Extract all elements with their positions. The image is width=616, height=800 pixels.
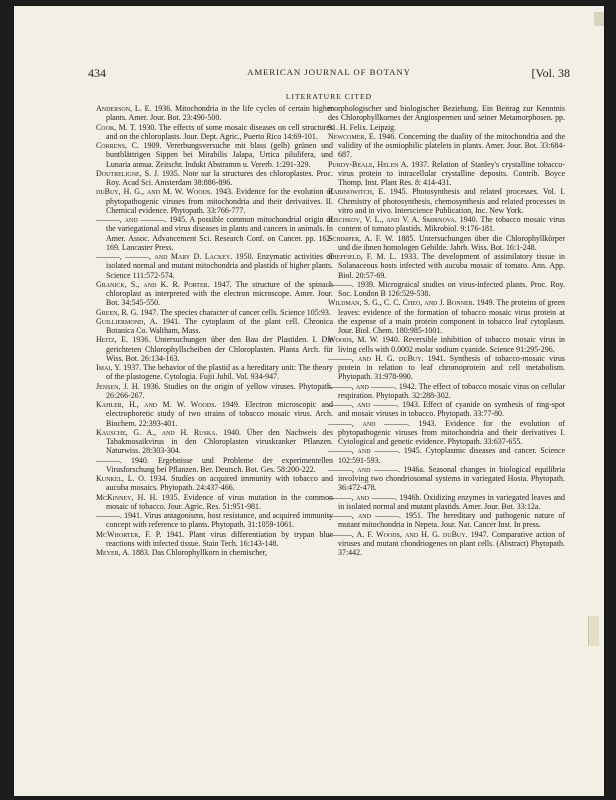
reference-author: ———. bbox=[328, 279, 354, 289]
reference-text: 1939. Micrograical studies on virus-infected plants. Proc. Roy. Soc. London B 126:529-538. bbox=[338, 279, 565, 298]
reference-entry bbox=[96, 280, 333, 308]
reference-text: 1940. Reversible inhibition of tobacco mosaic virus in living cells with 0.0002 molar sodium cyanide. Science 91:295-296. bbox=[338, 335, 565, 354]
reference-author: Correns, C. bbox=[96, 141, 139, 150]
reference-author: McWhorter, F. P. bbox=[96, 529, 162, 539]
reference-entry bbox=[96, 317, 333, 336]
reference-entry bbox=[328, 234, 565, 253]
page-corner-shadow bbox=[594, 12, 604, 26]
reference-author: ———, and H. G. duBuy. bbox=[328, 353, 424, 363]
reference-entry bbox=[96, 335, 333, 363]
reference-author: Sheffield, F. M. L. bbox=[328, 252, 397, 261]
reference-entry bbox=[328, 511, 565, 530]
reference-author: ———, and ———. bbox=[328, 492, 398, 502]
reference-author: ———, and ———. bbox=[96, 215, 167, 224]
reference-entry bbox=[328, 354, 565, 382]
reference-entry bbox=[96, 215, 333, 252]
reference-text: 1937. The behavior of the plastid as a hereditary unit: The theory of the plastogene. Cytologia. Fujii Jubil. Vol. 934-947. bbox=[106, 363, 333, 382]
reference-text: 1936. Studies on the origin of yellow viruses. Phytopath. 26:266-267. bbox=[106, 381, 333, 400]
reference-text: 1945. Cytoplasmic diseases and cancer. Science 102:591-593. bbox=[338, 446, 566, 465]
reference-entry bbox=[96, 141, 333, 169]
reference-text: 1950. Enzymatic activities of isolated normal and mutant mitochondria and plastids of higher plants. Science 111:572-574. bbox=[106, 252, 333, 280]
reference-entry bbox=[328, 446, 565, 465]
reference-author: Guilliermond, A. bbox=[96, 316, 158, 326]
reference-entry bbox=[328, 382, 565, 401]
reference-entry bbox=[96, 511, 333, 530]
reference-text: 1937. Relation of Stanley's crystalline tobacco-virus protein to intracellular crystalline deposits. Contrib. Boyce Thomp. Inst. Plant Res. 8: 414-431. bbox=[338, 159, 565, 187]
reference-entry bbox=[328, 400, 565, 419]
section-title: LITERATURE CITED bbox=[285, 92, 373, 101]
reference-author: Meyer, A. bbox=[96, 548, 130, 557]
reference-author: Cook, M. T. bbox=[96, 122, 137, 132]
reference-author: ———. bbox=[96, 455, 122, 465]
reference-entry bbox=[328, 132, 565, 160]
reference-author: Rischkov, V. L., and V. A. Smirnova. bbox=[328, 215, 457, 224]
reference-author: Purdy-Beale, Helen A. bbox=[328, 159, 409, 169]
reference-author: Wildman, S. G., C. C. Cheo, and J. Bonner. bbox=[328, 298, 475, 308]
reference-author: ———, and ———. bbox=[328, 400, 399, 409]
reference-author: Newcomer, E. bbox=[328, 131, 376, 141]
reference-entry bbox=[96, 169, 333, 188]
reference-text: 1947. Comparative action of viruses and mutant chondriogenes on plant cells. (Abstract) Phytopath. 37:442. bbox=[338, 529, 565, 557]
reference-entry bbox=[328, 215, 565, 234]
reference-text: 1951. The hereditary and pathogenic nature of mutant mitochondria in Nepeta. Jour. Nat. Cancer Inst. In press. bbox=[338, 511, 565, 530]
reference-text: 1940. The tobacco mosaic virus content of tomato plastids. Mikrobiol. 9:176-181. bbox=[338, 215, 565, 234]
reference-entry bbox=[96, 187, 333, 215]
reference-entry bbox=[328, 187, 565, 215]
reference-author: Rabinowitch, E. bbox=[328, 187, 386, 197]
reference-author: Kahler, H., and M. W. Woods. bbox=[96, 400, 217, 409]
reference-text: 1942. The effect of tobacco mosaic virus on cellular respiration. Phytopath. 32:288-302. bbox=[338, 381, 566, 400]
reference-text: 1945. A possible common mitochondrial origin of the variegational and virus diseases in plants and cancers in animals. In Amer. Assoc. Advancement Sci. Research Conf. on Cancer. pp. 162-169. Lancaster Press. bbox=[106, 215, 333, 252]
reference-author: ———, and ———. bbox=[328, 511, 401, 520]
right-column bbox=[328, 104, 565, 557]
left-column bbox=[96, 104, 333, 557]
reference-entry bbox=[96, 400, 333, 428]
reference-author: Granick, S., and K. R. Porter. bbox=[96, 279, 210, 289]
reference-entry bbox=[96, 428, 333, 456]
reference-author: ———, and ———. bbox=[328, 464, 400, 474]
reference-author: duBuy, H. G., and M. W. Woods. bbox=[96, 187, 213, 197]
reference-entry bbox=[328, 530, 565, 558]
reference-entry bbox=[96, 104, 333, 123]
reference-entry bbox=[328, 104, 565, 132]
reference-text: 1935. Note sur la structures des chloroplastes. Proc. Roy. Acad Sci. Amsterdam 38:886-896. bbox=[106, 168, 333, 187]
reference-text: 1946b. Oxidizing enzymes in variegated leaves and in isolated normal and mutant plastids. Amer. Jour. Bot. 33:12a. bbox=[338, 492, 565, 511]
reference-author: McKinney, H. H. bbox=[96, 492, 158, 502]
journal-title: AMERICAN JOURNAL OF BOTANY bbox=[247, 67, 411, 77]
paper-tab bbox=[588, 616, 599, 646]
reference-text: 1941. Virus antagonisms, host resistance, and acquired immunity concept with reference to plants. Phytopath. 31:1059-1061. bbox=[106, 511, 333, 530]
reference-author: Green, R. G. bbox=[96, 307, 139, 317]
reference-entry bbox=[96, 382, 333, 401]
reference-text: 1936. Mitochondria in the life cycles of certain higher plants. Amer. Jour. Bot. 23:490-500. bbox=[106, 104, 333, 123]
reference-author: Woods, M. W. bbox=[328, 335, 379, 345]
reference-author: ———, and ———. bbox=[328, 381, 397, 391]
reference-text: 1943. Evidence for the evolution of phytopathogenic viruses from mitochondria and their derivatives I. Cytological and genetic evidence. Phytopath. 33:637-655. bbox=[338, 418, 566, 446]
reference-author: ———, ———, and Mary D. Lackey. bbox=[96, 252, 233, 261]
reference-text: 1946a. Seasonal changes in biological equilibria involving two chondriosomal systems in variegated Hosta. Phytopath. 36:472-478. bbox=[338, 464, 566, 493]
page-number: 434 bbox=[88, 66, 106, 80]
journal-page bbox=[14, 6, 604, 796]
reference-text: 1941. Plant virus differentiation by trypan blue reactions with infected tissue. Stain Tech. 16:143-148. bbox=[106, 529, 333, 548]
reference-author: Schimper, A. F. W. bbox=[328, 233, 394, 243]
reference-entry bbox=[96, 123, 333, 142]
reference-entry bbox=[96, 530, 333, 549]
volume-label: [Vol. 38 bbox=[531, 66, 570, 80]
reference-text: 1947. The species character of cancer cells. Science 105:93. bbox=[138, 307, 331, 317]
reference-text: 1933. The development of assimilatory tissue in Solanaceous hosts infected with aucuba mosaic of tomato. Ann. App. Biol. 20:57-69. bbox=[338, 252, 565, 280]
reference-entry bbox=[328, 493, 565, 512]
reference-entry bbox=[328, 298, 565, 335]
reference-entry bbox=[96, 308, 333, 317]
reference-author: ———, A. F. Woods, and H. G. duBuy. bbox=[328, 529, 468, 539]
reference-author: Anderson, L. E. bbox=[96, 104, 152, 113]
reference-text: 1943. Effect of cyanide on synthesis of ring-spot and mosaic viruses in tobacco. Phytopath. 33:77-80. bbox=[338, 400, 565, 419]
reference-author: Jensen, J. H. bbox=[96, 381, 140, 391]
reference-entry bbox=[328, 280, 565, 299]
reference-author: Kunkel, L. O. bbox=[96, 474, 146, 483]
reference-text: 1949. Electron microscopic and electrophoretic study of two strains of tobacco mosaic virus. Arch. Biochem. 22:393-401. bbox=[106, 400, 333, 428]
reference-author: ———, and ———. bbox=[328, 446, 401, 456]
running-header bbox=[88, 66, 570, 82]
reference-text: 1940. Über den Nachweis des Tabakmosaikvirus in den Chloroplasten viruskranker Pflanzen. Naturwiss. 28:303-304. bbox=[106, 427, 333, 456]
reference-text: 1945. Photosynthesis and related processes. Vol. I. Chemistry of photosynthesis, chemosynthesis and related processes in vitro and in vivo. Interscience Publication, Inc. New York. bbox=[338, 187, 565, 215]
reference-entry bbox=[96, 548, 333, 557]
reference-text: 1940. Ergebnisse und Probleme der experimentellen Virusforschung bei Pflanzen. Ber. Deutsch. Bot. Ges. 58:200-222. bbox=[106, 455, 333, 474]
reference-text: 1883. Das Chlorophyllkorn in chemischer, bbox=[129, 548, 268, 557]
reference-author: ———, and ———. bbox=[328, 418, 410, 428]
reference-author: Heitz, E. bbox=[96, 335, 128, 345]
reference-entry bbox=[328, 419, 565, 447]
reference-text: 1930. The effects of some mosaic diseases on cell structures and on the chloroplasts. Jour. Dept. Agric., Puerto Rico 14:69-101. bbox=[106, 122, 333, 141]
reference-entry bbox=[96, 363, 333, 382]
reference-entry bbox=[96, 252, 333, 280]
reference-text: 1943. Evidence for the evolution of phytopathogenic viruses from mitochondria and their derivatives. II. Chemical evidence. Phytopath. 33:766-777. bbox=[106, 187, 333, 215]
reference-text: 1941. The cytoplasm of the plant cell. Chronica Botanica Co. Waltham, Mass. bbox=[106, 316, 334, 335]
reference-author: Kausche, G. A., and H. Ruska. bbox=[96, 427, 218, 437]
reference-text: 1934. Studies on acquired immunity with tobacco and aucuba mosaics. Phytopath. 24:437-466. bbox=[106, 474, 333, 493]
reference-entry bbox=[96, 474, 333, 493]
reference-entry bbox=[328, 335, 565, 354]
reference-text: 1909. Vererbungsversuche mit blass (gelb) grünen und buntblättrigen Sippen bei Mirabilis Jalapa, Urtica pilulifera, und Lunaria annua. Zeitschr. Indukt Abstramm u. Vererb. 1:291-329. bbox=[106, 141, 333, 169]
reference-author: Doutreligne, S. J. bbox=[96, 168, 160, 178]
reference-text: 1941. Synthesis of tobacco-mosaic virus protein in relation to leaf chromoprotein and cell metabolism. Phytopath. 31:978-990. bbox=[338, 353, 566, 382]
reference-entry bbox=[328, 252, 565, 280]
reference-entry bbox=[96, 456, 333, 475]
reference-entry bbox=[96, 493, 333, 512]
reference-text: 1936. Untersuchungen über den Bau der Plastiden. I. Die gerichteten Chlorophyllscheiben der Chloroplasten. Planta Arch. für Wiss. Bot. 26:134-163. bbox=[106, 335, 333, 363]
reference-text: morphologischer und biologischer Beziehung. Ein Beitrag zur Kenntnis des Chlorophyllkornes der Angiospermen und seiner Metamorphosen. pp. 91. H. Felix. Leipzig. bbox=[328, 104, 565, 132]
reference-text: 1946. Concerning the duality of the mitochondria and the validity of the osmiophilic platelets in plants. Amer. Jour. Bot. 33:684-687. bbox=[338, 131, 565, 160]
reference-author: ———. bbox=[96, 511, 122, 520]
reference-author: Imai, Y. bbox=[96, 363, 121, 372]
reference-text: 1885. Untersuchungen über die Chlorophyllkörper und die ihnen homologen Gebilde. Jahrb. Wiss. Bot. 16:1-248. bbox=[338, 233, 566, 252]
reference-entry bbox=[328, 465, 565, 493]
reference-text: 1935. Evidence of virus mutation in the common mosaic of tobacco. Jour. Agric. Res. 51:951-981. bbox=[106, 492, 334, 511]
reference-entry bbox=[328, 160, 565, 188]
reference-text: 1949. The proteins of green leaves: evidence of the formation of tobacco mosaic virus protein at the expense of a main protein component in tobacco leaf cytoplasm. Jour. Biol. Chem. 180:985-1001. bbox=[338, 298, 565, 335]
reference-text: 1947. The structure of the spinach chloroplast as interpreted with the electron microscope. Amer. Jour. Bot. 34:545-550. bbox=[106, 279, 333, 308]
